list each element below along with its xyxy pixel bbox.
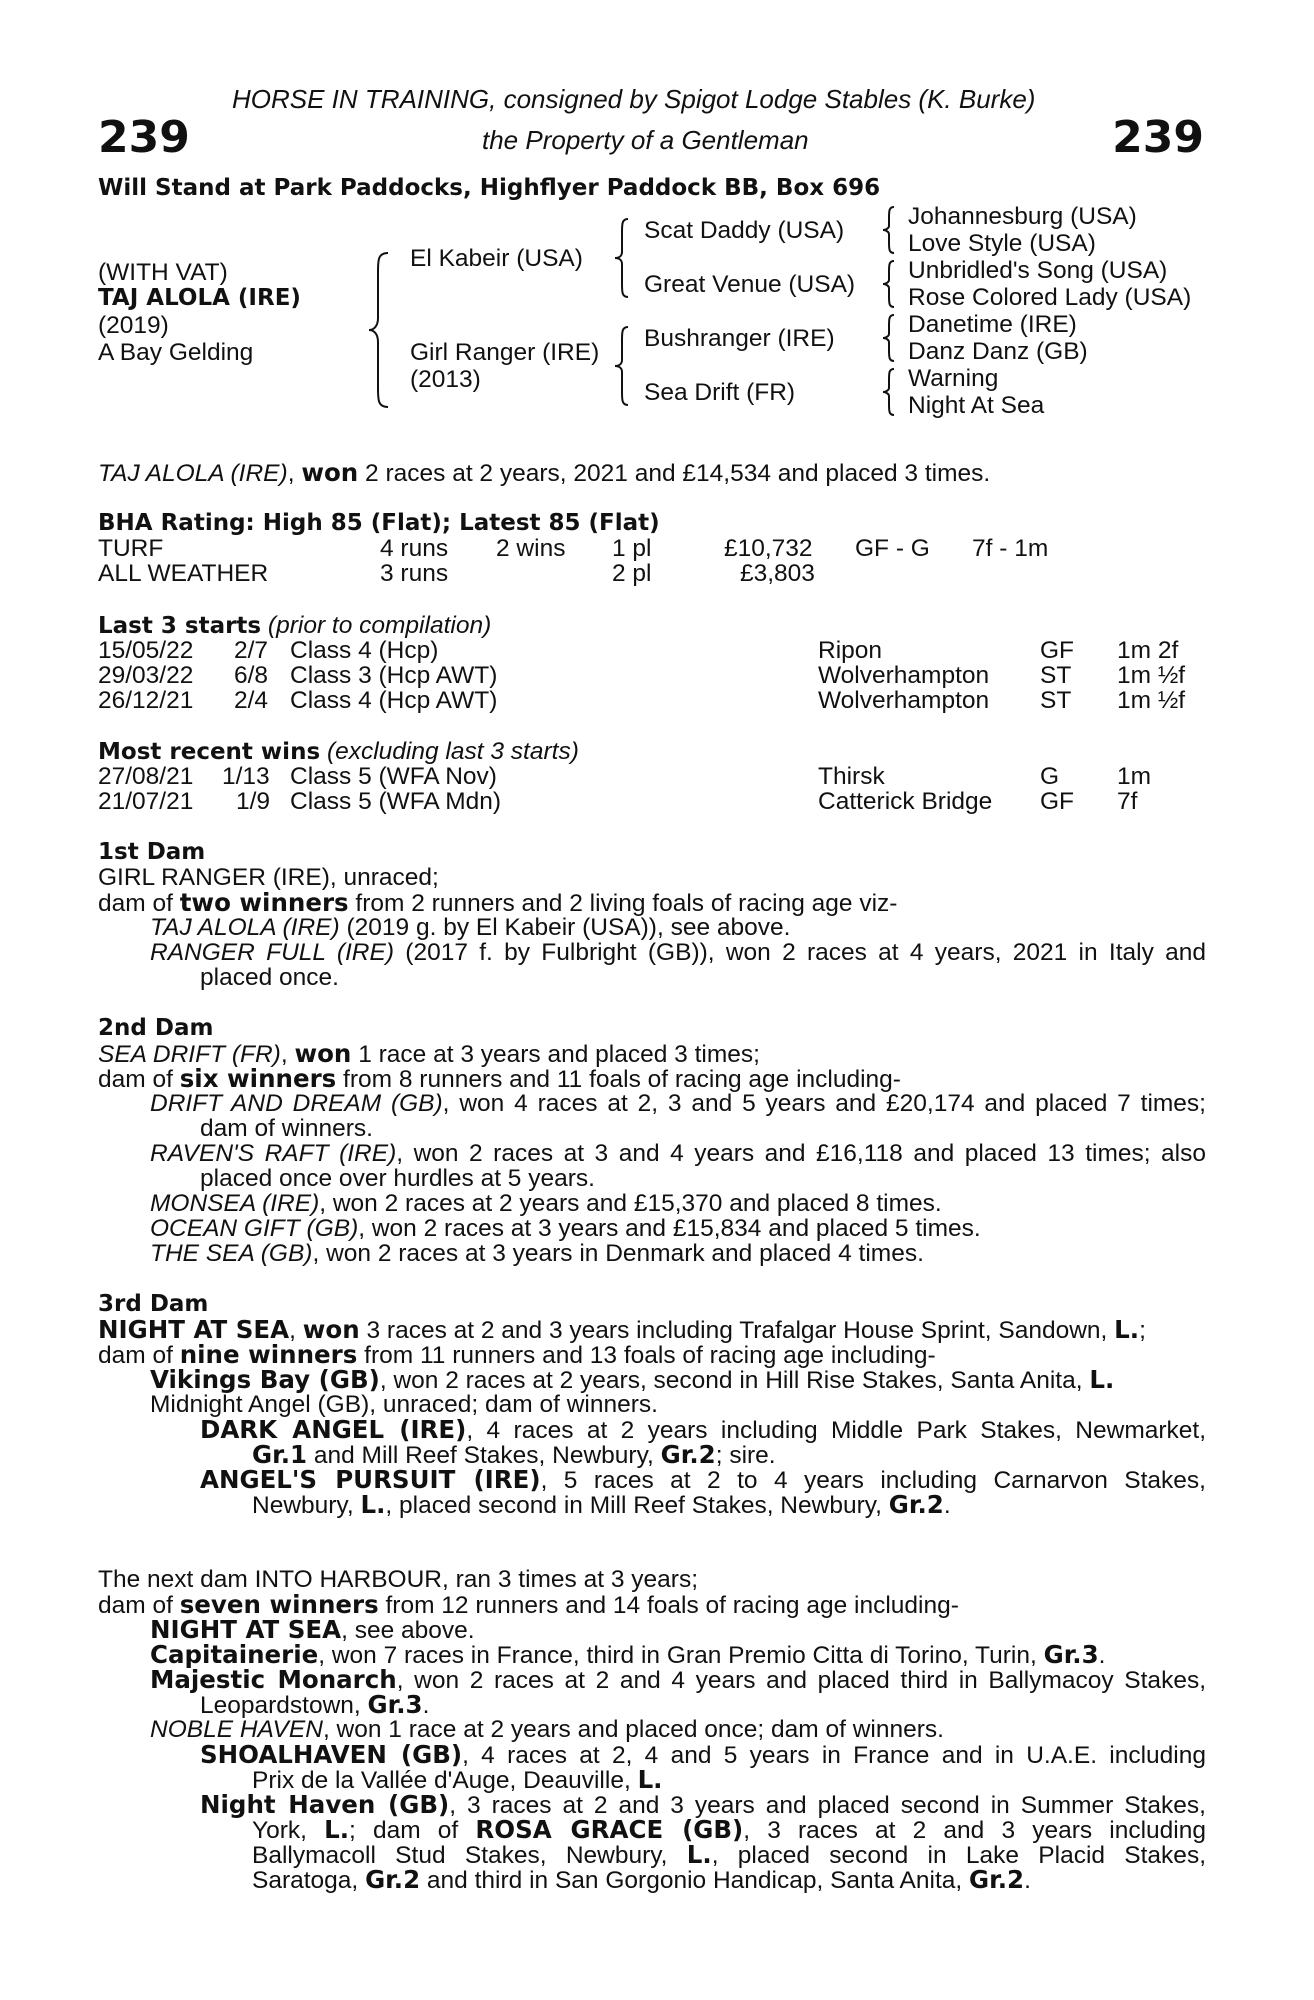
text: ; dam of [349, 1817, 476, 1844]
pedigree-sire: El Kabeir (USA) [410, 245, 583, 272]
rating-surface: TURF [98, 535, 164, 562]
win-date: 21/07/21 [98, 788, 194, 815]
rating-surface: ALL WEATHER [98, 560, 269, 587]
win-race: Class 5 (WFA Nov) [290, 763, 497, 790]
second-dam-line: dam of winners. [200, 1115, 373, 1142]
listed-mark: L. [324, 1815, 350, 1844]
text: 3 races at 2 and 3 years including Trafalgar House Sprint, Sandown, [359, 1317, 1115, 1344]
progeny-name: Capitainerie [150, 1640, 319, 1669]
pedigree-g1: Johannesburg (USA) [908, 203, 1137, 230]
group-mark: Gr.2 [660, 1440, 716, 1469]
property-line: the Property of a Gentleman [482, 125, 809, 155]
progeny-name: MONSEA (IRE) [150, 1190, 320, 1217]
start-position: 6/8 [234, 662, 269, 689]
winners-count: nine winners [179, 1340, 358, 1369]
win-course: Catterick Bridge [818, 788, 993, 815]
lot-number-left: 239 [98, 112, 190, 163]
win-going: GF [1040, 788, 1075, 815]
text: from 11 runners and 13 foals of racing age including- [357, 1342, 936, 1369]
pedigree-dam-brace [612, 324, 634, 408]
race-summary [98, 460, 990, 486]
summary-sep: , [287, 460, 302, 487]
rating-wins: 2 wins [496, 535, 566, 562]
text: , 4 races at 2, 4 and 5 years in France and in U.A.E. including [462, 1742, 1206, 1769]
next-dam-line: The next dam INTO HARBOUR, ran 3 times at 3 years; [98, 1566, 698, 1593]
lot-number-right: 239 [1112, 112, 1204, 163]
rating-runs: 4 runs [380, 535, 449, 562]
rating-runs: 3 runs [380, 560, 449, 587]
win-race: Class 5 (WFA Mdn) [290, 788, 502, 815]
second-dam-line [150, 1241, 924, 1266]
first-dam-line: GIRL RANGER (IRE), unraced; [98, 864, 439, 891]
text: . [943, 1492, 951, 1519]
group-mark: Gr.2 [969, 1865, 1025, 1894]
first-dam-line [98, 890, 897, 916]
text: Prix de la Vallée d'Auge, Deauville, [252, 1767, 638, 1794]
pedigree-main-brace [366, 250, 396, 410]
second-dam-line: placed once over hurdles at 5 years. [200, 1165, 595, 1192]
progeny-name: DARK ANGEL (IRE) [200, 1415, 467, 1444]
bha-rating-title: BHA Rating: High 85 (Flat); Latest 85 (Flat) [98, 510, 660, 536]
text: from 8 runners and 11 foals of racing age including- [336, 1066, 901, 1093]
last-starts-title [98, 613, 491, 639]
horse-description: A Bay Gelding [98, 339, 254, 366]
summary-rest: 2 races at 2 years, 2021 and £14,534 and placed 3 times. [358, 460, 991, 487]
pedigree-dam-year: (2013) [410, 366, 481, 393]
text: , placed second in Mill Reef Stakes, Newbury, [385, 1492, 889, 1519]
won: won [302, 1315, 360, 1344]
progeny-name: DRIFT AND DREAM (GB) [150, 1090, 443, 1117]
text: , 4 races at 2 years including Middle Park Stakes, Newmarket, [466, 1417, 1206, 1444]
text: dam of [98, 1066, 180, 1093]
second-dam-line [150, 1141, 1206, 1166]
pedigree-g8: Night At Sea [908, 392, 1045, 419]
third-dam-line [252, 1492, 951, 1518]
next-dam-line [150, 1667, 1206, 1693]
progeny-name: TAJ ALOLA (IRE) [150, 914, 340, 941]
dam-name: SEA DRIFT (FR) [98, 1041, 281, 1068]
pedigree-dam: Girl Ranger (IRE) [410, 339, 600, 366]
win-position: 1/9 [236, 788, 271, 815]
listed-mark: L. [686, 1840, 712, 1869]
pedigree-sire-sire: Scat Daddy (USA) [644, 217, 845, 244]
group-mark: Gr.1 [252, 1440, 308, 1469]
start-course: Wolverhampton [818, 687, 990, 714]
text: , won 2 races at 2 and 4 years and placed third in Ballymacoy Stakes, [396, 1667, 1206, 1694]
second-dam-line [98, 1066, 901, 1092]
start-distance: 1m ½f [1117, 662, 1186, 689]
start-position: 2/4 [234, 687, 269, 714]
text: , won 2 races at 3 and 4 years and £16,118 and placed 13 times; also [396, 1140, 1206, 1167]
pedigree-sire-dam: Great Venue (USA) [644, 271, 856, 298]
progeny-name: Vikings Bay (GB) [150, 1365, 380, 1394]
listed-mark: L. [1089, 1365, 1115, 1394]
last-starts-note: (prior to compilation) [261, 612, 492, 639]
progeny-name: ROSA GRACE (GB) [475, 1815, 744, 1844]
horse-year: (2019) [98, 312, 169, 339]
text: ; [1139, 1317, 1146, 1344]
win-distance: 7f [1117, 788, 1138, 815]
second-dam-line [150, 1191, 942, 1216]
text: dam of [98, 1592, 180, 1619]
winners-count: two winners [179, 888, 349, 917]
pedigree-brace-1 [880, 204, 900, 256]
listed-mark: L. [637, 1765, 663, 1794]
text: Leopardstown, [200, 1692, 368, 1719]
text: , won 2 races at 2 years, second in Hill Rise Stakes, Santa Anita, [379, 1367, 1090, 1394]
progeny-name: RANGER FULL (IRE) [150, 939, 395, 966]
rating-distance: 7f - 1m [972, 535, 1049, 562]
pedigree-sire-brace [612, 216, 634, 300]
listed-mark: L. [1114, 1315, 1140, 1344]
next-dam-line [150, 1717, 944, 1742]
win-course: Thirsk [818, 763, 885, 790]
recent-wins-heading: Most recent wins [98, 739, 321, 765]
text: Newbury, [252, 1492, 361, 1519]
text: . [422, 1692, 430, 1719]
progeny-name: OCEAN GIFT (GB) [150, 1215, 359, 1242]
text: , 3 races at 2 and 3 years including [743, 1817, 1206, 1844]
start-date: 26/12/21 [98, 687, 194, 714]
next-dam-line [200, 1742, 1206, 1768]
start-distance: 1m 2f [1117, 637, 1179, 664]
group-mark: Gr.2 [888, 1490, 944, 1519]
stand-line: Will Stand at Park Paddocks, Highflyer Paddock BB, Box 696 [98, 175, 881, 201]
pedigree-g4: Rose Colored Lady (USA) [908, 284, 1192, 311]
text: and Mill Reef Stakes, Newbury, [307, 1442, 661, 1469]
next-dam-line [252, 1867, 1031, 1893]
start-course: Ripon [818, 637, 883, 664]
text: (2019 g. by El Kabeir (USA)), see above. [339, 914, 791, 941]
start-race: Class 4 (Hcp) [290, 637, 439, 664]
recent-wins-title [98, 739, 579, 765]
first-dam-line [150, 915, 790, 940]
pedigree-brace-4 [880, 366, 900, 418]
text: , [280, 1041, 295, 1068]
text: and third in San Gorgonio Handicap, Santa Anita, [420, 1867, 970, 1894]
win-going: G [1040, 763, 1060, 790]
winners-count: six winners [179, 1064, 337, 1093]
text: York, [252, 1817, 325, 1844]
text: , see above. [341, 1617, 475, 1644]
start-distance: 1m ½f [1117, 687, 1186, 714]
text: (2017 f. by Fulbright (GB)), won 2 races at 4 years, 2021 in Italy and [394, 939, 1206, 966]
text: , won 2 races at 3 years and £15,834 and placed 5 times. [358, 1215, 981, 1242]
third-dam-line [150, 1367, 1114, 1393]
text: , won 2 races at 3 years in Denmark and placed 4 times. [312, 1240, 924, 1267]
text: , won 7 races in France, third in Gran Premio Citta di Torino, Turin, [318, 1642, 1044, 1669]
start-position: 2/7 [234, 637, 269, 664]
pedigree-g6: Danz Danz (GB) [908, 338, 1088, 365]
start-race: Class 3 (Hcp AWT) [290, 662, 498, 689]
pedigree-g5: Danetime (IRE) [908, 311, 1077, 338]
rating-going: GF - G [855, 535, 930, 562]
text: from 12 runners and 14 foals of racing age including- [378, 1592, 959, 1619]
rating-placed: 1 pl [612, 535, 652, 562]
second-dam-heading: 2nd Dam [98, 1015, 214, 1041]
text: Saratoga, [252, 1867, 366, 1894]
dam-name: NIGHT AT SEA [98, 1315, 290, 1344]
won: won [294, 1039, 352, 1068]
text: . [1024, 1867, 1031, 1894]
pedigree-dam-dam: Sea Drift (FR) [644, 379, 796, 406]
pedigree-g7: Warning [908, 365, 999, 392]
text: , won 1 race at 2 years and placed once; dam of winners. [322, 1716, 944, 1743]
third-dam-line [200, 1467, 1206, 1493]
text: , 5 races at 2 to 4 years including Carnarvon Stakes, [540, 1467, 1206, 1494]
start-going: GF [1040, 637, 1075, 664]
text: . [1098, 1642, 1106, 1669]
rating-prize: £3,803 [740, 560, 815, 587]
win-distance: 1m [1117, 763, 1152, 790]
next-dam-line [252, 1817, 1206, 1843]
text: dam of [98, 1342, 180, 1369]
summary-won: won [301, 458, 359, 487]
group-mark: Gr.3 [1043, 1640, 1099, 1669]
rating-prize: £10,732 [724, 535, 813, 562]
progeny-name: RAVEN'S RAFT (IRE) [150, 1140, 397, 1167]
progeny-name: Night Haven (GB) [200, 1790, 450, 1819]
text: dam of [98, 890, 180, 917]
next-dam-line [200, 1692, 429, 1718]
first-dam-line: placed once. [200, 964, 339, 991]
consignor-line: HORSE IN TRAINING, consigned by Spigot Lodge Stables (K. Burke) [232, 84, 1036, 114]
last-starts-heading: Last 3 starts [98, 613, 262, 639]
start-race: Class 4 (Hcp AWT) [290, 687, 498, 714]
start-date: 29/03/22 [98, 662, 194, 689]
text: , [289, 1317, 303, 1344]
start-going: ST [1040, 687, 1072, 714]
text: , won 4 races at 2, 3 and 5 years and £20,174 and placed 7 times; [442, 1090, 1206, 1117]
win-date: 27/08/21 [98, 763, 194, 790]
winners-count: seven winners [179, 1590, 379, 1619]
first-dam-line [150, 940, 1206, 965]
progeny-name: Majestic Monarch [150, 1665, 397, 1694]
group-mark: Gr.3 [367, 1690, 423, 1719]
summary-name: TAJ ALOLA (IRE) [98, 460, 288, 487]
pedigree-g3: Unbridled's Song (USA) [908, 257, 1168, 284]
start-course: Wolverhampton [818, 662, 990, 689]
third-dam-line: Midnight Angel (GB), unraced; dam of winners. [150, 1391, 658, 1418]
text: 1 race at 3 years and placed 3 times; [351, 1041, 760, 1068]
second-dam-line [150, 1216, 981, 1241]
pedigree-brace-2 [880, 258, 900, 310]
vat-label: (WITH VAT) [98, 259, 228, 286]
listed-mark: L. [360, 1490, 386, 1519]
text: ; sire. [715, 1442, 776, 1469]
start-date: 15/05/22 [98, 637, 194, 664]
group-mark: Gr.2 [365, 1865, 421, 1894]
progeny-name: ANGEL'S PURSUIT (IRE) [200, 1465, 541, 1494]
first-dam-heading: 1st Dam [98, 839, 206, 865]
second-dam-line [150, 1091, 1206, 1116]
text: , 3 races at 2 and 3 years and placed second in Summer Stakes, [449, 1792, 1206, 1819]
progeny-name: THE SEA (GB) [150, 1240, 313, 1267]
rating-placed: 2 pl [612, 560, 652, 587]
text: Ballymacoll Stud Stakes, Newbury, [252, 1842, 687, 1869]
progeny-name: NOBLE HAVEN [150, 1716, 323, 1743]
progeny-name: SHOALHAVEN (GB) [200, 1740, 463, 1769]
start-going: ST [1040, 662, 1072, 689]
pedigree-g2: Love Style (USA) [908, 230, 1096, 257]
pedigree-brace-3 [880, 312, 900, 364]
text: , placed second in Lake Placid Stakes, [711, 1842, 1206, 1869]
progeny-name: NIGHT AT SEA [150, 1615, 342, 1644]
win-position: 1/13 [222, 763, 270, 790]
text: from 2 runners and 2 living foals of racing age viz- [348, 890, 898, 917]
recent-wins-note: (excluding last 3 starts) [320, 738, 579, 765]
third-dam-heading: 3rd Dam [98, 1291, 209, 1317]
text: , won 2 races at 2 years and £15,370 and placed 8 times. [319, 1190, 942, 1217]
horse-name: TAJ ALOLA (IRE) [98, 285, 301, 311]
pedigree-dam-sire: Bushranger (IRE) [644, 325, 835, 352]
